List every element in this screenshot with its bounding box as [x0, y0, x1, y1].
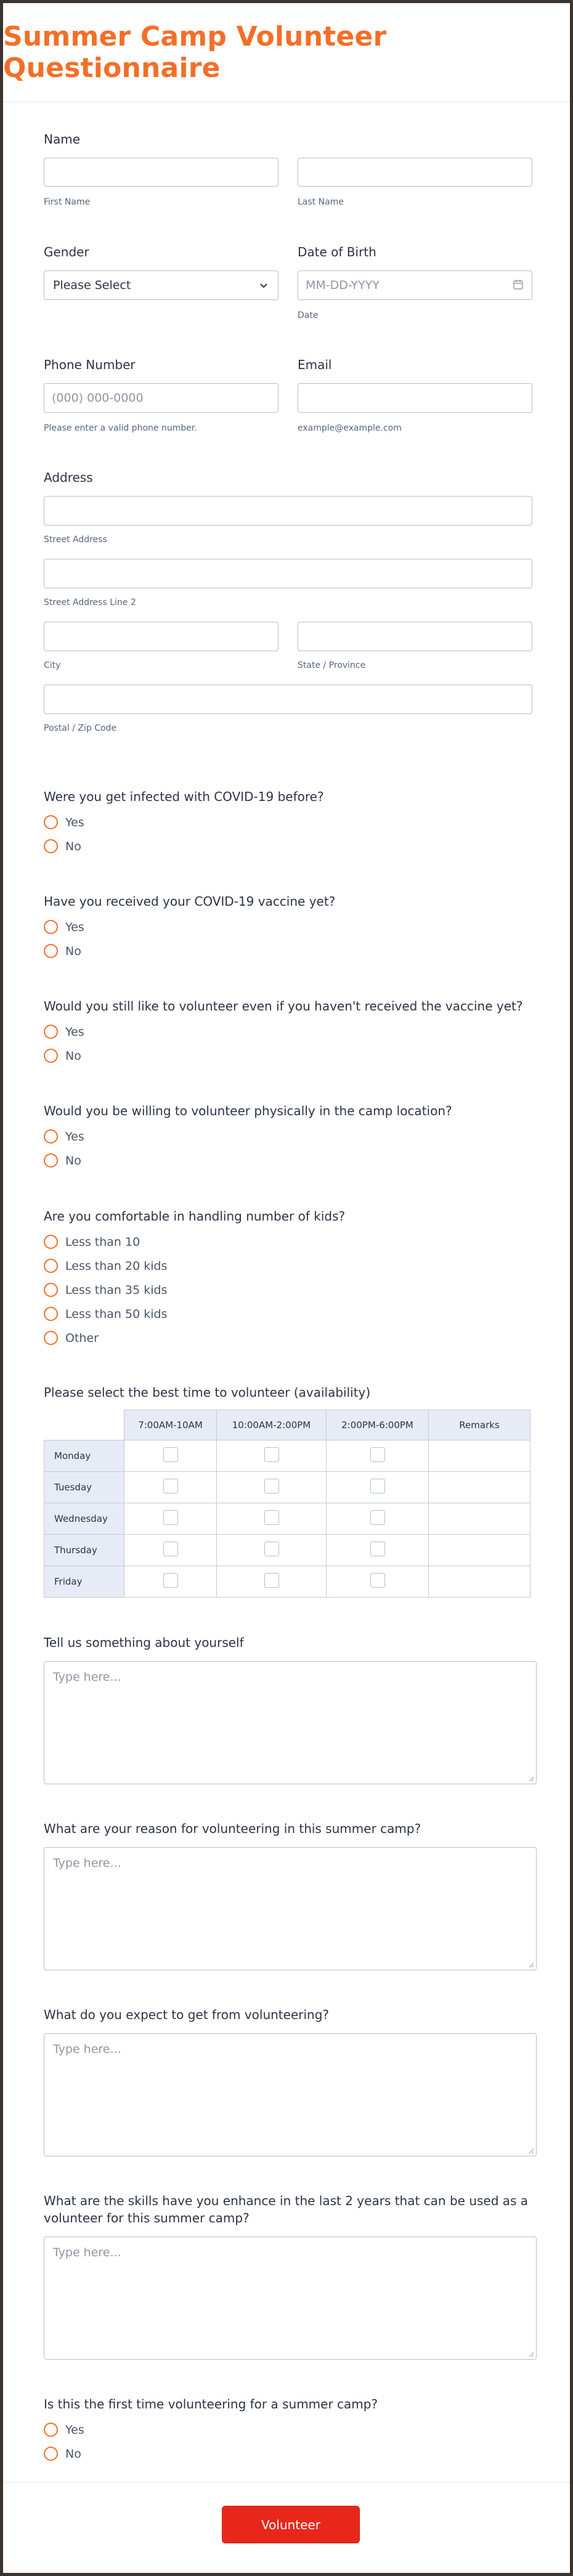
- availability-checkbox[interactable]: [370, 1573, 385, 1588]
- matrix-cell: [124, 1503, 217, 1535]
- radio-option[interactable]: [44, 2418, 532, 2442]
- form-footer: [3, 2482, 570, 2573]
- radio-option[interactable]: [44, 1230, 532, 1254]
- expectations-section: [44, 2006, 537, 2156]
- phone-label: Phone Number: [44, 357, 136, 372]
- gender-selected-value: Please Select: [53, 278, 131, 292]
- radio-option-label: No: [65, 1049, 81, 1063]
- radio-option-label: Less than 20 kids: [65, 1259, 168, 1273]
- radio-option[interactable]: [44, 2442, 532, 2466]
- table-row: [44, 1472, 530, 1503]
- matrix-cell: [124, 1566, 217, 1598]
- availability-checkbox[interactable]: [163, 1573, 178, 1588]
- form-title: Summer Camp Volunteer Questionnaire: [3, 21, 387, 84]
- radio-option-label: No: [65, 944, 81, 958]
- column-header: 2:00PM-6:00PM: [327, 1410, 429, 1440]
- radio-option[interactable]: [44, 1148, 532, 1172]
- covid-infected-question: [44, 788, 532, 858]
- radio-button[interactable]: [44, 815, 58, 829]
- matrix-cell: [327, 1503, 429, 1535]
- question-label: Are you comfortable in handling number of kids?: [44, 1209, 346, 1224]
- reason-volunteering-textarea[interactable]: [44, 1847, 537, 1970]
- radio-option-label: Less than 50 kids: [65, 1307, 168, 1321]
- corner-cell: [44, 1410, 124, 1440]
- phone-input[interactable]: [44, 383, 278, 413]
- radio-button[interactable]: [44, 1129, 58, 1144]
- availability-checkbox[interactable]: [264, 1510, 279, 1525]
- radio-option[interactable]: [44, 1124, 532, 1148]
- state-input[interactable]: [298, 622, 532, 651]
- availability-checkbox[interactable]: [264, 1479, 279, 1493]
- matrix-cell: [217, 1503, 327, 1535]
- state-sublabel: State / Province: [298, 660, 366, 670]
- table-row: [44, 1440, 530, 1472]
- first-name-sublabel: First Name: [44, 197, 91, 207]
- matrix-cell: [217, 1440, 327, 1472]
- resize-grip-icon[interactable]: [528, 2148, 534, 2154]
- textarea-placeholder: Type here...: [53, 2042, 121, 2056]
- about-yourself-textarea[interactable]: [44, 1661, 537, 1784]
- address-section: [44, 469, 532, 734]
- table-row: [44, 1566, 530, 1598]
- street-address-line2-sublabel: Street Address Line 2: [44, 598, 136, 607]
- radio-button[interactable]: [44, 1049, 58, 1063]
- radio-button[interactable]: [44, 2447, 58, 2461]
- radio-option-label: Yes: [65, 1129, 84, 1144]
- name-section: [44, 131, 532, 208]
- first-time-question: [44, 2395, 532, 2466]
- volunteer-without-vaccine-question: [44, 997, 532, 1068]
- chevron-down-icon: [258, 280, 269, 291]
- question-label: Have you received your COVID-19 vaccine yet?: [44, 894, 336, 909]
- resize-grip-icon[interactable]: [528, 2351, 534, 2357]
- availability-table: [44, 1410, 530, 1598]
- column-header: 7:00AM-10AM: [124, 1410, 217, 1440]
- dob-input[interactable]: [298, 270, 532, 300]
- radio-button[interactable]: [44, 920, 58, 934]
- phone-sublabel: Please enter a valid phone number.: [44, 423, 197, 433]
- first-name-input[interactable]: [44, 158, 278, 187]
- street-address-sublabel: Street Address: [44, 535, 107, 545]
- row-header: Friday: [44, 1566, 124, 1598]
- textarea-label: What do you expect to get from volunteering?: [44, 2007, 330, 2022]
- dob-label: Date of Birth: [298, 245, 376, 259]
- radio-option[interactable]: [44, 1020, 532, 1044]
- radio-option[interactable]: [44, 1326, 532, 1350]
- question-label: Would you be willing to volunteer physically in the camp location?: [44, 1103, 452, 1118]
- last-name-sublabel: Last Name: [298, 197, 344, 207]
- kids-count-question: [44, 1208, 532, 1350]
- radio-option-label: Yes: [65, 2423, 84, 2437]
- radio-option[interactable]: [44, 1044, 532, 1068]
- availability-checkbox[interactable]: [163, 1479, 178, 1493]
- column-header: 10:00AM-2:00PM: [217, 1410, 327, 1440]
- matrix-cell: [327, 1535, 429, 1566]
- availability-checkbox[interactable]: [264, 1573, 279, 1588]
- textarea-placeholder: Type here...: [53, 1856, 121, 1870]
- resize-grip-icon[interactable]: [528, 1962, 534, 1968]
- table-row: [44, 1535, 530, 1566]
- email-input[interactable]: [298, 383, 532, 413]
- row-header: Wednesday: [44, 1503, 124, 1535]
- matrix-cell: [124, 1440, 217, 1472]
- radio-option-label: No: [65, 2447, 81, 2461]
- availability-checkbox[interactable]: [163, 1447, 178, 1462]
- table-row: [44, 1503, 530, 1535]
- dob-sublabel: Date: [298, 311, 319, 320]
- radio-button[interactable]: [44, 2423, 58, 2437]
- radio-button[interactable]: [44, 1307, 58, 1321]
- gender-label: Gender: [44, 245, 89, 259]
- question-label: Were you get infected with COVID-19 before?: [44, 789, 324, 804]
- skills-section: [44, 2192, 537, 2360]
- gender-dob-section: [44, 243, 532, 321]
- availability-checkbox[interactable]: [370, 1542, 385, 1556]
- radio-button[interactable]: [44, 1283, 58, 1297]
- textarea-label: What are your reason for volunteering in this summer camp?: [44, 1821, 421, 1836]
- availability-checkbox[interactable]: [370, 1447, 385, 1462]
- matrix-cell: [217, 1566, 327, 1598]
- matrix-cell: [124, 1472, 217, 1503]
- name-label: Name: [44, 132, 81, 147]
- radio-button[interactable]: [44, 1331, 58, 1345]
- matrix-cell: [327, 1472, 429, 1503]
- question-label: Would you still like to volunteer even if you haven't received the vaccine yet?: [44, 999, 523, 1014]
- matrix-cell: [124, 1535, 217, 1566]
- radio-option[interactable]: [44, 1302, 532, 1326]
- textarea-placeholder: Type here...: [53, 1670, 121, 1684]
- remarks-cell[interactable]: [429, 1535, 530, 1566]
- city-sublabel: City: [44, 660, 61, 670]
- availability-checkbox[interactable]: [264, 1542, 279, 1556]
- matrix-cell: [327, 1566, 429, 1598]
- city-input[interactable]: [44, 622, 278, 651]
- volunteer-physically-question: [44, 1102, 532, 1172]
- gender-select[interactable]: [44, 270, 278, 300]
- remarks-cell[interactable]: [429, 1440, 530, 1472]
- address-label: Address: [44, 470, 93, 485]
- radio-option[interactable]: [44, 834, 532, 858]
- email-label: Email: [298, 357, 332, 372]
- radio-option[interactable]: [44, 810, 532, 834]
- calendar-icon[interactable]: [513, 279, 524, 290]
- radio-option[interactable]: [44, 915, 532, 939]
- matrix-cell: [217, 1472, 327, 1503]
- radio-button[interactable]: [44, 1153, 58, 1168]
- form-header: [3, 3, 570, 102]
- radio-option-label: Yes: [65, 920, 84, 934]
- remarks-cell[interactable]: [429, 1472, 530, 1503]
- radio-button[interactable]: [44, 1259, 58, 1273]
- textarea-placeholder: Type here...: [53, 2246, 121, 2259]
- phone-email-section: [44, 356, 532, 434]
- radio-option[interactable]: [44, 1254, 532, 1278]
- form-card: [3, 3, 570, 2573]
- radio-option[interactable]: [44, 939, 532, 963]
- street-address-input[interactable]: [44, 496, 532, 526]
- row-header: Tuesday: [44, 1472, 124, 1503]
- row-header: Monday: [44, 1440, 124, 1472]
- reason-volunteering-section: [44, 1820, 537, 1970]
- question-label: Is this the first time volunteering for a summer camp?: [44, 2397, 378, 2411]
- radio-button[interactable]: [44, 944, 58, 958]
- radio-option-label: Other: [65, 1331, 99, 1345]
- postal-code-input[interactable]: [44, 685, 532, 714]
- availability-checkbox[interactable]: [370, 1510, 385, 1525]
- expectations-textarea[interactable]: [44, 2033, 537, 2156]
- availability-label: Please select the best time to volunteer (availability): [44, 1385, 371, 1400]
- radio-option-label: Less than 10: [65, 1235, 140, 1249]
- availability-checkbox[interactable]: [264, 1447, 279, 1462]
- skills-textarea[interactable]: [44, 2237, 537, 2360]
- radio-option-label: No: [65, 839, 81, 853]
- radio-option-label: Yes: [65, 1025, 84, 1039]
- column-header: Remarks: [429, 1410, 530, 1440]
- email-sublabel: example@example.com: [298, 423, 402, 433]
- radio-option-label: Yes: [65, 815, 84, 829]
- availability-checkbox[interactable]: [370, 1479, 385, 1493]
- resize-grip-icon[interactable]: [528, 1776, 534, 1782]
- availability-checkbox[interactable]: [163, 1510, 178, 1525]
- textarea-label: What are the skills have you enhance in the last 2 years that can be used as a volunteer for this summer camp?: [44, 2193, 529, 2225]
- availability-section: [44, 1384, 532, 1598]
- about-yourself-section: [44, 1634, 537, 1784]
- last-name-input[interactable]: [298, 158, 532, 187]
- textarea-label: Tell us something about yourself: [44, 1635, 244, 1650]
- postal-code-sublabel: Postal / Zip Code: [44, 723, 117, 733]
- volunteer-submit-button[interactable]: Volunteer: [222, 2506, 360, 2543]
- street-address-line2-input[interactable]: [44, 559, 532, 588]
- remarks-cell[interactable]: [429, 1503, 530, 1535]
- remarks-cell[interactable]: [429, 1566, 530, 1598]
- matrix-cell: [327, 1440, 429, 1472]
- radio-option-label: No: [65, 1153, 81, 1168]
- matrix-cell: [217, 1535, 327, 1566]
- radio-option[interactable]: [44, 1278, 532, 1302]
- row-header: Thursday: [44, 1535, 124, 1566]
- radio-button[interactable]: [44, 839, 58, 853]
- radio-option-label: Less than 35 kids: [65, 1283, 168, 1297]
- radio-button[interactable]: [44, 1235, 58, 1249]
- radio-button[interactable]: [44, 1025, 58, 1039]
- covid-vaccine-question: [44, 893, 532, 963]
- availability-checkbox[interactable]: [163, 1542, 178, 1556]
